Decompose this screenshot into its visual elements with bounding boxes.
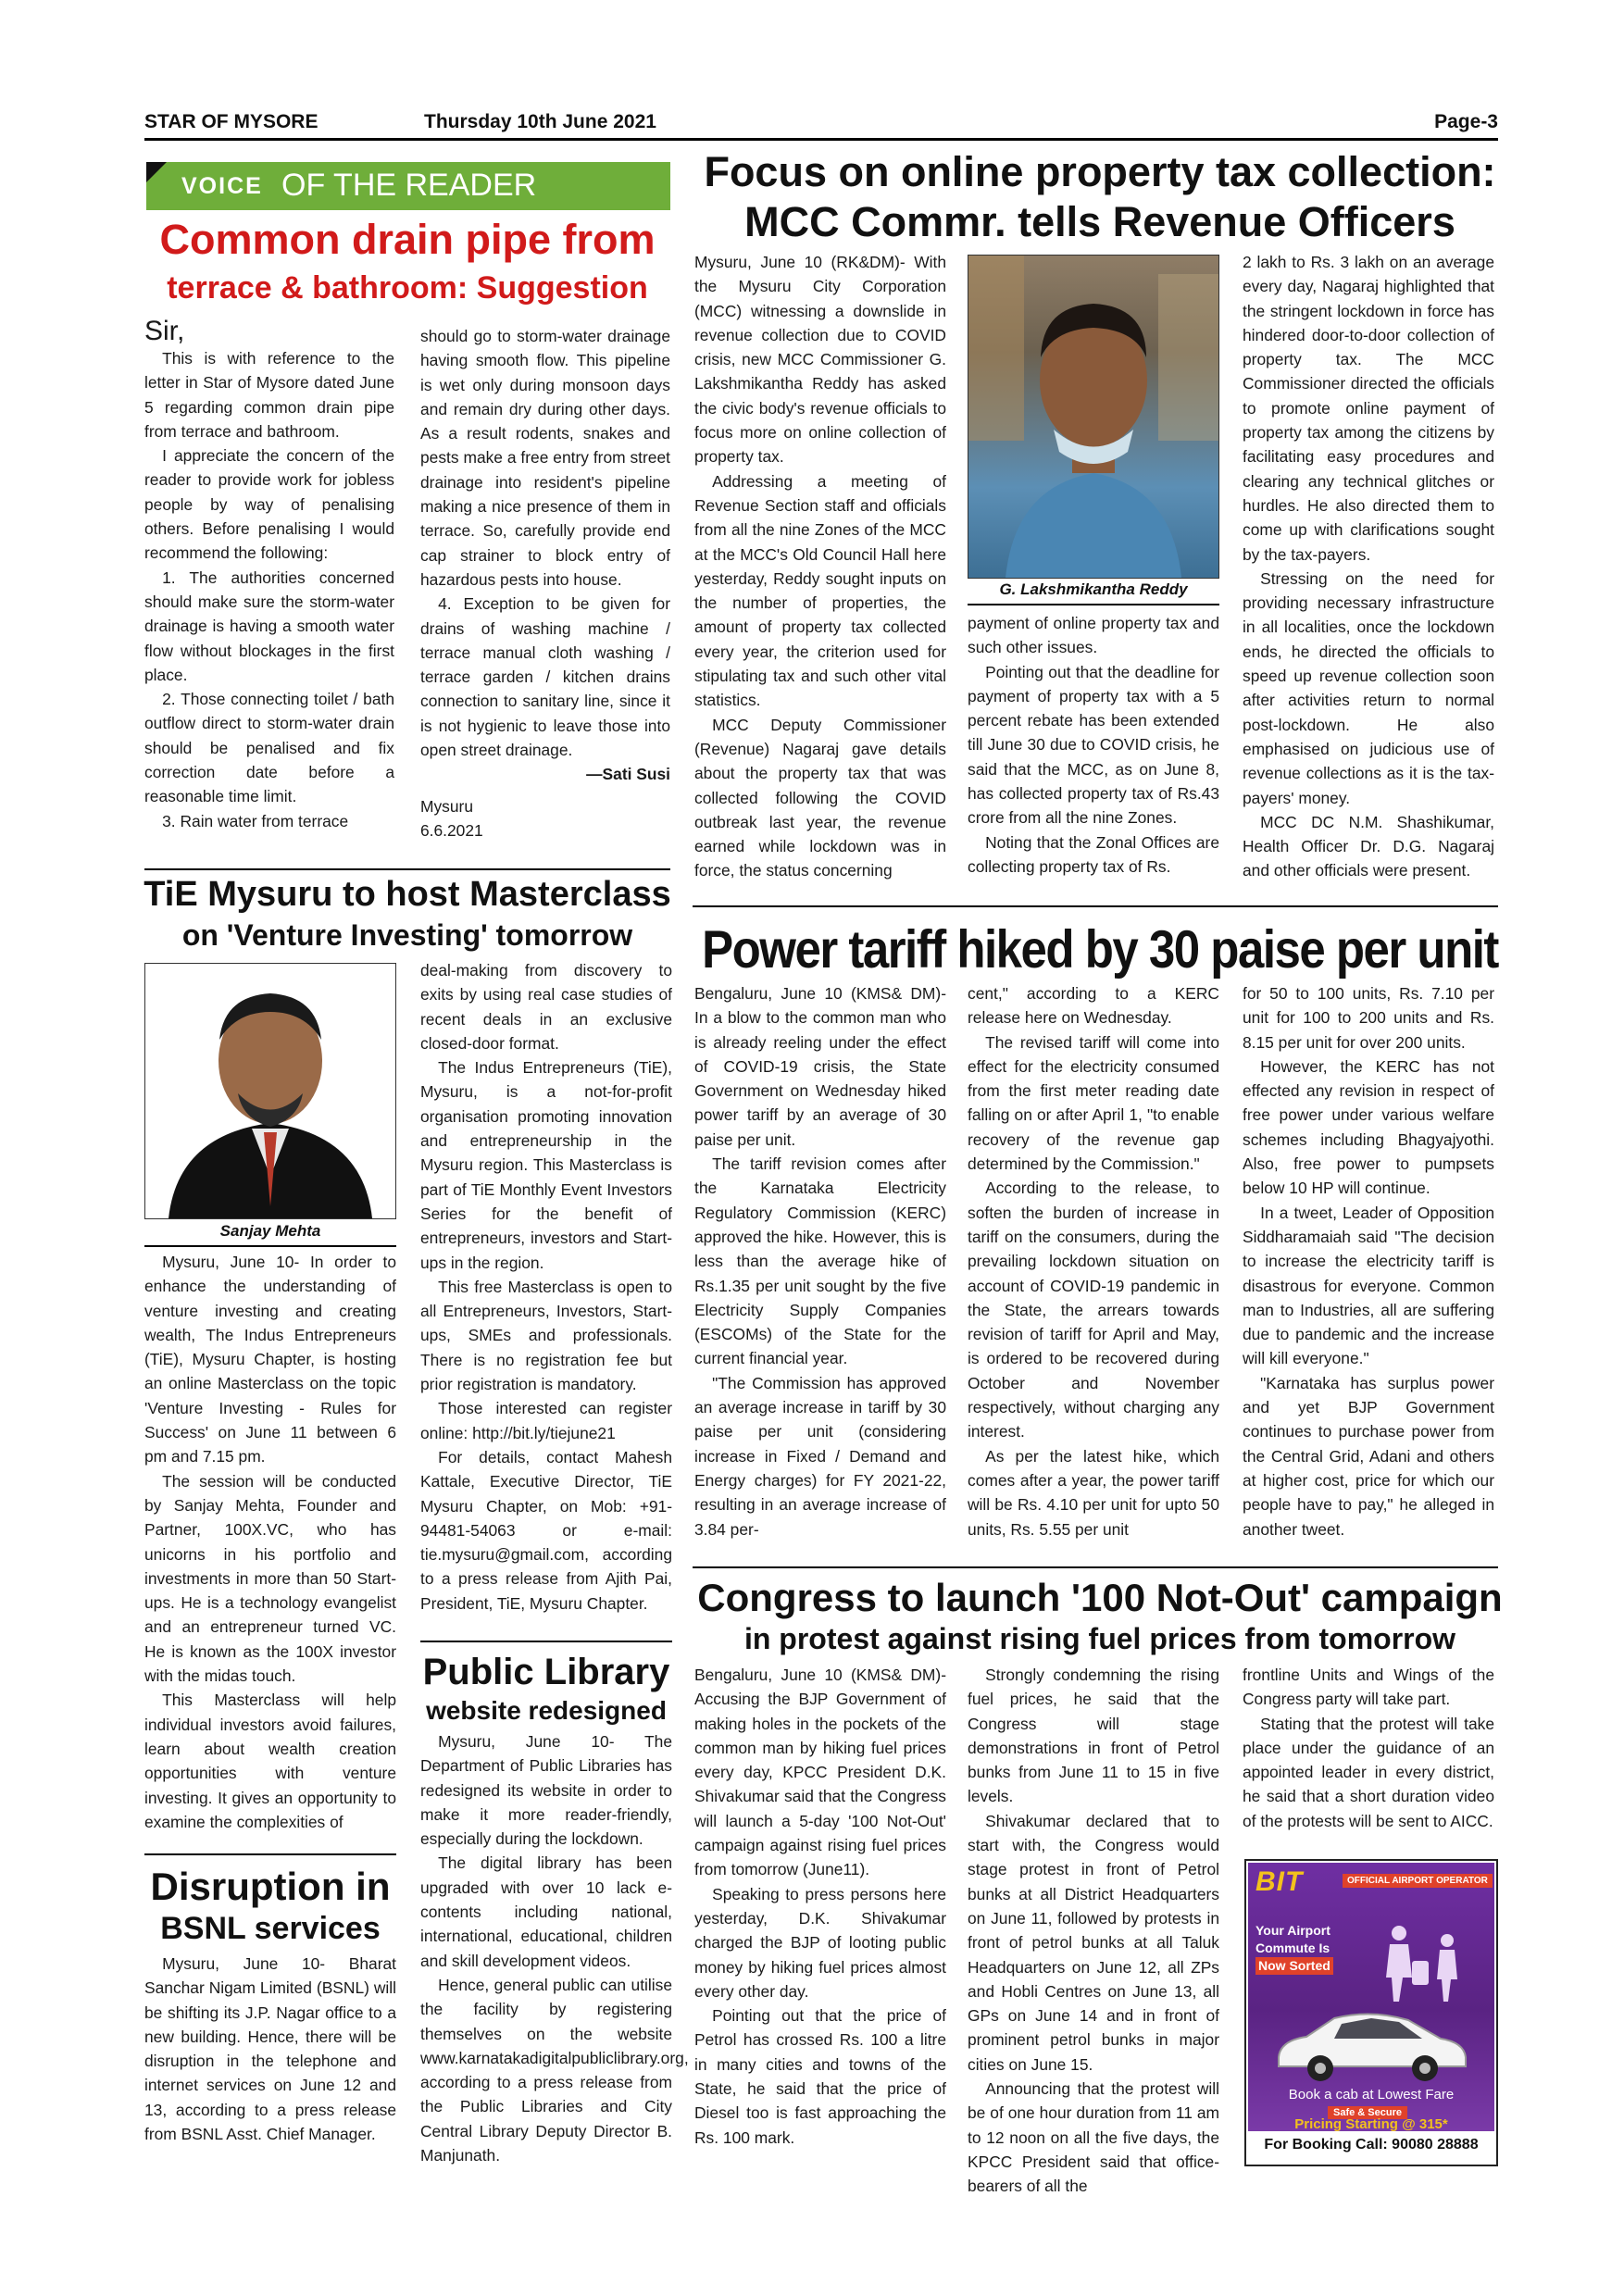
library-paragraph: Hence, general public can utilise the facility by registering themselves on the website www.karnatakadigitalpubliclibrary.org, according to a press release from the Public Libraries and City Central Library Deputy Director B. Manjunath.: [420, 1975, 689, 2165]
voice-column-2: [420, 324, 670, 842]
voice-paragraph: I appreciate the concern of the reader to provide work for jobless people by way of penalising others. Before penalising I would recommend the following:: [144, 446, 394, 563]
paper-name: STAR OF MYSORE: [144, 111, 319, 132]
tie-paragraph: This free Masterclass is open to all Entrepreneurs, Investors, Start-ups, SMEs and professionals. There is no registration fee but prior registration is mandatory.: [420, 1277, 672, 1394]
power-paragraph: As per the latest hike, which comes after a year, the power tariff will be Rs. 4.10 per unit for upto 50 units, Rs. 5.55 per unit: [968, 1446, 1219, 1539]
voice-date: 6.6.2021: [420, 820, 483, 840]
congress-subheadline: in protest against rising fuel prices from tomorrow: [743, 1622, 1456, 1655]
tie-paragraph: For details, contact Mahesh Kattale, Executive Director, TiE Mysuru Chapter, on Mob: +91-94481-54063 or e-mail: tie.mysuru@gmail.com, according to a press release from Ajith Pai, President, TiE, Mysuru Chapter.: [420, 1447, 672, 1613]
ad-booking-number: For Booking Call: 90080 28888: [1264, 2137, 1479, 2152]
commissioner-photo-caption: G. Lakshmikantha Reddy: [999, 580, 1188, 598]
voice-corner-mark: [146, 162, 167, 182]
property-tax-paragraph: Pointing out that the deadline for payment of property tax with a 5 percent rebate has been extended till June 30 due to COVID crisis, he said that the MCC, as on June 8, has collected property tax of Rs.43 crore from all the nine Zones.: [968, 662, 1219, 828]
tie-paragraph: Mysuru, June 10- In order to enhance the understanding of venture investing and creating wealth, The Indus Entrepreneurs (TiE), Mysuru Chapter, is hosting an online Masterclass on the topic 'Venture Investing - Rules for Success' on June 11 between 6 pm and 7.15 pm.: [144, 1253, 396, 1466]
power-paragraph: However, the KERC has not effected any revision in respect of free power under various welfare schemes including Bhagyajyothi. Also, free power to pumpsets below 10 HP will continue.: [1243, 1056, 1494, 1198]
library-paragraph: Mysuru, June 10- The Department of Public Libraries has redesigned its website in order to make it more reader-friendly, especially during the lockdown.: [420, 1732, 672, 1849]
ad-price: Pricing Starting @ 315*: [1294, 2116, 1448, 2132]
bsnl-subheadline: BSNL services: [160, 1911, 381, 1946]
tie-paragraph: Those interested can register online: http://bit.ly/tiejune21: [420, 1399, 672, 1442]
power-column-1: [694, 981, 946, 1541]
masthead-rule: [144, 138, 1498, 141]
speaker-caption-rule: [144, 1245, 396, 1247]
voice-kicker-bold: VOICE: [181, 173, 263, 199]
power-column-3: [1243, 981, 1494, 1541]
congress-column-3: [1243, 1663, 1494, 1833]
voice-subheadline: terrace & bathroom: Suggestion: [167, 270, 648, 306]
property-tax-paragraph: Mysuru, June 10 (RK&DM)- With the Mysuru City Corporation (MCC) witnessing a downslide in revenue collection due to COVID crisis, new MCC Commissioner G. Lakshmikantha Reddy has asked the civic body's revenue officials to focus more on online collection of property tax.: [694, 253, 946, 467]
masthead: [144, 111, 1498, 137]
power-column-2: [968, 981, 1219, 1541]
tie-paragraph: The session will be conducted by Sanjay Mehta, Founder and Partner, 100X.VC, who has unicorns in his portfolio and investments in more than 50 Start-ups. He is a technology evangelist and an entrepreneur turned VC. He is known as the 100X investor with the midas touch.: [144, 1471, 396, 1686]
congress-headline: Congress to launch '100 Not-Out' campaign: [697, 1576, 1503, 1619]
ad-safe-badge: Safe & Secure: [1328, 2106, 1407, 2119]
voice-place: Mysuru: [420, 796, 474, 816]
property-tax-paragraph: payment of online property tax and such other issues.: [968, 614, 1219, 657]
tie-bottom-rule: [420, 1641, 672, 1642]
power-bottom-rule: [693, 1566, 1498, 1568]
tie-headline: TiE Mysuru to host Masterclass: [144, 875, 671, 914]
property-tax-column-2: [968, 611, 1219, 879]
person-photo-graphic: [968, 256, 1218, 578]
voice-signature: —Sati Susi: [586, 765, 670, 784]
tie-column-2: [420, 958, 672, 1616]
power-paragraph: "The Commission has approved an average increase in tariff by 30 paise per unit (considering increase in Fixed / Demand and Energy charges) for FY 2021-22, resulting in an average increase of 3.84 per-: [694, 1373, 946, 1539]
bsnl-headline: Disruption in: [150, 1865, 391, 1908]
traveller-silhouettes-icon: [1362, 1913, 1492, 2005]
congress-paragraph: Stating that the protest will take place under the guidance of an appointed leader in every district, he said that a short duration video of the protests will be sent to AICC.: [1243, 1714, 1494, 1830]
power-paragraph: According to the release, to soften the burden of increase in tariff on the consumers, during the prevailing lockdown situation on account of COVID-19 pandemic in the State, the arrears towards revision of tariff for April and May, is ordered to be recovered during October and November respectively, without charging any interest.: [968, 1179, 1219, 1441]
power-tariff-headline: Power tariff hiked by 30 paise per unit: [702, 919, 1498, 980]
speaker-photo: [144, 963, 396, 1219]
voice-paragraph: 1. The authorities concerned should make sure the storm-water drainage is having a smooth water flow without blockages in the first place.: [144, 568, 394, 684]
congress-paragraph: frontline Units and Wings of the Congress party will take part.: [1243, 1666, 1494, 1709]
car-icon: [1269, 2000, 1473, 2088]
bsnl-paragraph: Mysuru, June 10- Bharat Sanchar Nigam Limited (BSNL) will be shifting its J.P. Nagar office to a new building. Hence, there will be disruption in the telephone and internet services on June 12 and 13, according to a press release from BSNL Asst. Chief Manager.: [144, 1954, 396, 2144]
congress-paragraph: Announcing that the protest will be of one hour duration from 11 am to 12 noon on all the five days, the KPCC President said that office-bearers of all the: [968, 2079, 1219, 2196]
issue-date: Thursday 10th June 2021: [424, 111, 656, 132]
library-paragraph: The digital library has been upgraded with over 10 lack e-contents including national, international, educational, children and skill development videos.: [420, 1853, 672, 1970]
congress-paragraph: Pointing out that the price of Petrol has crossed Rs. 100 a litre in many cities and towns of the State, he said that the price of Diesel too is fast approaching the Rs. 100 mark.: [694, 2006, 946, 2147]
bsnl-body: [144, 1952, 396, 2146]
library-headline: Public Library: [422, 1652, 670, 1692]
voice-paragraph: 4. Exception to be given for drains of washing machine / terrace manual cloth washing / terrace garden / kitchen drains connection to sanitary line, since it is not hygienic to leave those into open street drainage.: [420, 594, 670, 760]
voice-paragraph: This is with reference to the letter in Star of Mysore dated June 5 regarding common drain pipe from terrace and bathroom.: [144, 349, 394, 441]
library-body: [420, 1729, 689, 2167]
congress-paragraph: Speaking to press persons here yesterday, D.K. Shivakumar charged the BJP of looting public money by hiking fuel prices almost every other day.: [694, 1884, 946, 2001]
ad-headline: [1255, 1922, 1357, 1975]
power-paragraph: "Karnataka has surplus power and yet BJP Government continues to purchase power from the Central Grid, Adani and others at higher cost, price for which our people have to pay," he alleged in another tweet.: [1243, 1373, 1494, 1539]
power-paragraph: The revised tariff will come into effect for the electricity consumed from the first meter reading date falling on or after April 1, "to enable recovery of the revenue gap determined by the Commission.": [968, 1032, 1219, 1174]
voice-column-1: [144, 317, 394, 833]
page-number: Page-3: [1434, 111, 1498, 132]
voice-kicker-bar: [146, 162, 670, 210]
commissioner-caption-rule: [968, 604, 1219, 605]
airport-cab-advertisement: [1244, 1859, 1498, 2166]
ad-brand-logo: BIT: [1255, 1866, 1304, 1897]
property-tax-headline: Focus on online property tax collection:: [704, 148, 1496, 195]
commissioner-photo: [968, 255, 1219, 579]
congress-column-2: [968, 1663, 1219, 2199]
property-tax-paragraph: 2 lakh to Rs. 3 lakh on an average every day, Nagaraj highlighted that the stringent lockdown in force has hindered door-to-door collection of property tax. The MCC Commissioner directed the officials to promote online payment of property tax among the citizens by facilitating easy procedures and clearing any technical glitches or hurdles. He also directed them to come up with clarifications sought by the tax-payers.: [1243, 253, 1494, 564]
property-tax-column-1: [694, 250, 946, 883]
power-paragraph: In a tweet, Leader of Opposition Siddharamaiah said "The decision to increase the electricity tariff is disastrous for everyone. Common man to Industries, all are suffering due to pandemic and the increase will kill everyone.": [1243, 1203, 1494, 1368]
congress-paragraph: Strongly condemning the rising fuel prices, he said that the Congress will stage demonstrations in front of Petrol bunks from June 11 to 15 in five levels.: [968, 1666, 1219, 1806]
voice-headline: Common drain pipe from: [159, 216, 656, 263]
power-paragraph: The tariff revision comes after the Karnataka Electricity Regulatory Commission (KERC) approved the hike. However, this is less than the average hike of Rs.1.35 per unit sought by the five Electricity Supply Companies (ESCOMs) of the State for the current financial year.: [694, 1154, 946, 1368]
property-tax-paragraph: Noting that the Zonal Offices are collecting property tax of Rs.: [968, 832, 1219, 876]
tie-paragraph: The Indus Entrepreneurs (TiE), Mysuru, is a not-for-profit organisation promoting innovation and entrepreneurship in the Mysuru region. This Masterclass is part of TiE Monthly Event Investors Series for the benefit of entrepreneurs, investors and Start-ups in the region.: [420, 1058, 672, 1272]
property-tax-paragraph: Addressing a meeting of Revenue Section staff and officials from all the nine Zones of the MCC at the MCC's Old Council Hall here yesterday, Reddy sought inputs on the number of properties, the amount of property tax collected every year, the criterion used for stipulating tax and such other vital statistics.: [694, 471, 946, 710]
congress-paragraph: Bengaluru, June 10 (KMS& DM)- Accusing the BJP Government of making holes in the pockets of the common man by hiking fuel prices every day, KPCC President D.K. Shivakumar said that the Congress will launch a 5-day '100 Not-Out' campaign against rising fuel prices from tomorrow (June11).: [694, 1666, 946, 1879]
speaker-photo-caption: Sanjay Mehta: [219, 1222, 321, 1240]
voice-kicker-rest: OF THE READER: [281, 168, 537, 203]
ad-offer: Book a cab at Lowest Fare: [1288, 2087, 1455, 2103]
library-subheadline: website redesigned: [426, 1696, 667, 1725]
voice-paragraph: 2. Those connecting toilet / bath outflow direct to storm-water drain should be penalised and fix correction date before a reasonable time limit.: [144, 690, 394, 806]
voice-paragraph: 3. Rain water from terrace: [162, 811, 349, 830]
power-paragraph: cent," according to a KERC release here on Wednesday.: [968, 984, 1219, 1028]
tie-subheadline: on 'Venture Investing' tomorrow: [181, 918, 633, 952]
ad-operator-badge: OFFICIAL AIRPORT OPERATOR: [1343, 1874, 1493, 1888]
tie-paragraph: deal-making from discovery to exits by using real case studies of recent deals in an exclusive closed-door format.: [420, 961, 672, 1053]
congress-column-1: [694, 1663, 946, 2150]
property-tax-subheadline: MCC Commr. tells Revenue Officers: [744, 198, 1455, 245]
property-tax-paragraph: Stressing on the need for providing necessary infrastructure in all localities, once the lockdown ends, he directed the officials to speed up revenue collection soon after activities return to normal post-lockdown. He also emphasised on judicious use of revenue collections as it is the tax-payers' money.: [1243, 568, 1494, 807]
voice-salutation: Sir,: [144, 316, 185, 346]
property-tax-bottom-rule: [693, 905, 1498, 907]
voice-paragraph: should go to storm-water drainage having smooth flow. This pipeline is wet only during monsoon days and remain dry during other days. As a result rodents, snakes and pests make a free entry from street drainage into resident's pipeline making a nice presence of them in terrace. So, carefully provide end cap strainer to block entry of hazardous pests into house.: [420, 327, 670, 589]
ad-line-1: Your Airport: [1255, 1923, 1330, 1938]
voice-bottom-rule: [144, 868, 670, 870]
tie-left-bottom-rule: [144, 1853, 396, 1855]
ad-line-3: Now Sorted: [1255, 1957, 1333, 1975]
power-paragraph: Bengaluru, June 10 (KMS& DM)- In a blow to the common man who is already reeling under the effect of COVID-19 crisis, the State Government on Wednesday hiked power tariff by an average of 30 paise per unit.: [694, 984, 946, 1149]
ad-line-2: Commute Is: [1255, 1940, 1330, 1955]
congress-paragraph: Shivakumar declared that to start with, the Congress would stage protest in front of Petrol bunks at all District Headquarters on June 11, followed by protests in front of petrol bunks at all Taluk Headquarters on June 12, all ZPs and Hobli Centres on June 13, all GPs on June 14 and in front of prominent petrol bunks in major cities on June 15.: [968, 1811, 1219, 2074]
tie-column-1: [144, 1250, 396, 1834]
tie-paragraph: This Masterclass will help individual investors avoid failures, learn about wealth creation opportunities with venture investing. It gives an opportunity to examine the complexities of: [144, 1691, 396, 1831]
property-tax-paragraph: MCC DC N.M. Shashikumar, Health Officer Dr. D.G. Nagaraj and other officials were present.: [1243, 812, 1494, 880]
speaker-photo-graphic: [145, 964, 395, 1218]
power-paragraph: for 50 to 100 units, Rs. 7.10 per unit for 100 to 200 units and Rs. 8.15 per unit for over 200 units.: [1243, 984, 1494, 1052]
property-tax-paragraph: MCC Deputy Commissioner (Revenue) Nagaraj gave details about the property tax that was collected following the COVID outbreak last year, the revenue earned while lockdown was in force, the status concerning: [694, 715, 946, 880]
property-tax-column-3: [1243, 250, 1494, 883]
